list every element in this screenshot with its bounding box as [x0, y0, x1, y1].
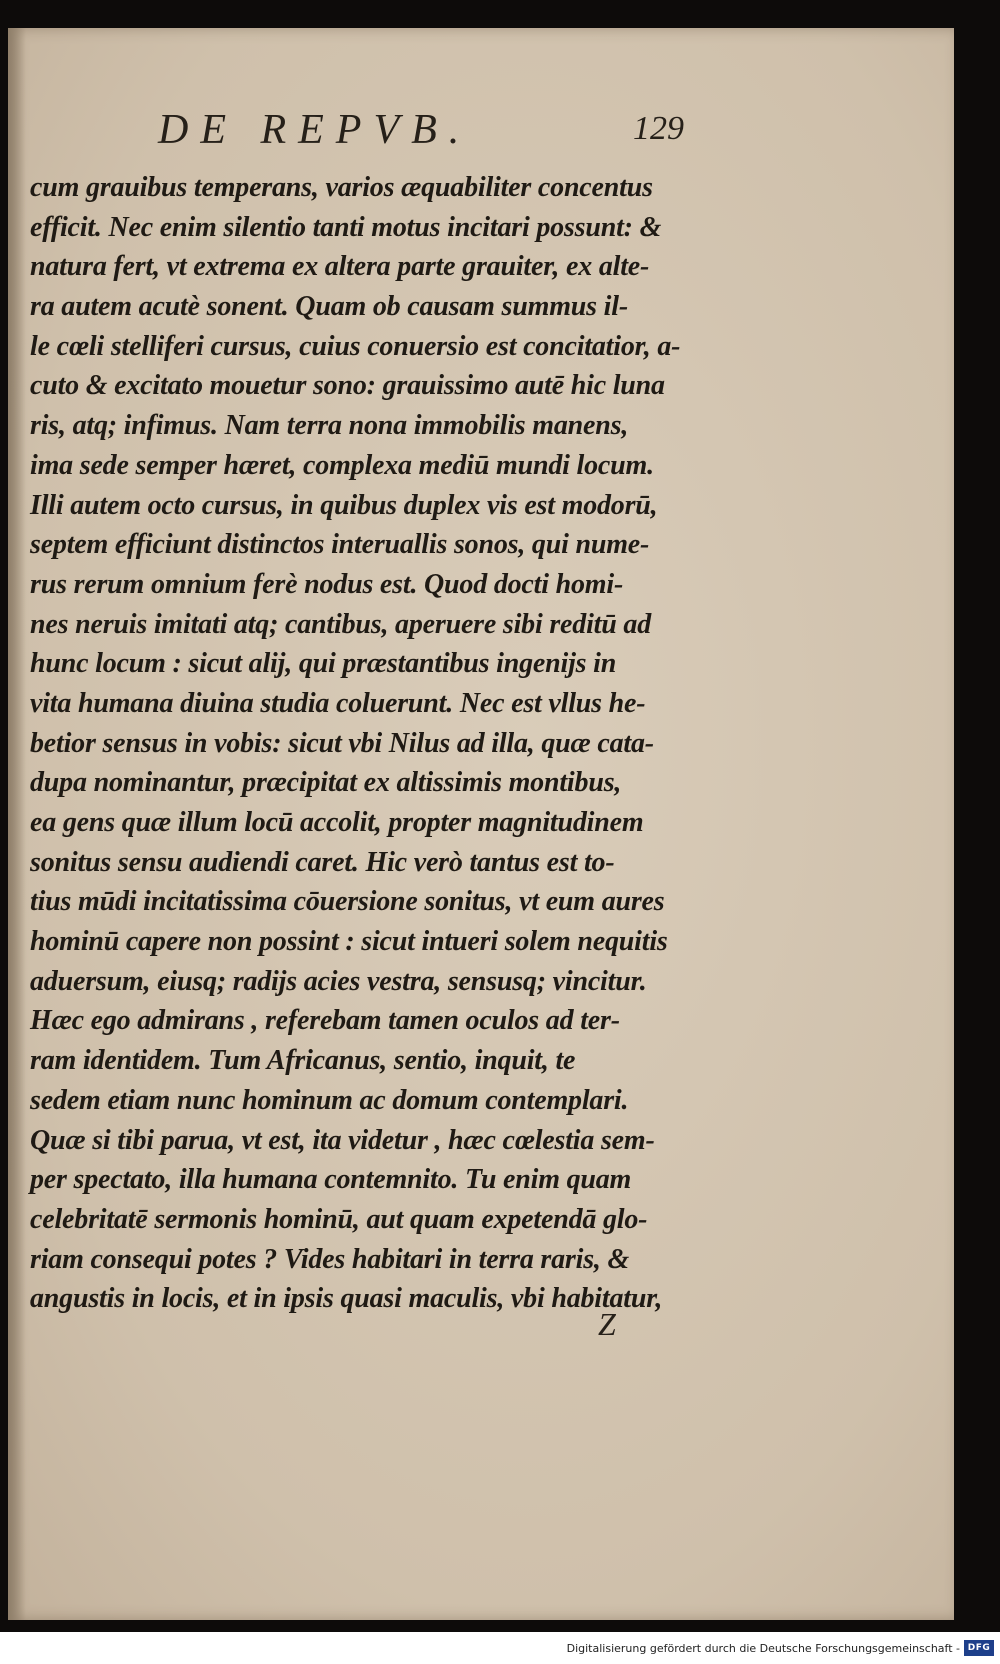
- text-line: cum grauibus temperans, varios æquabiliter concentus: [30, 172, 653, 203]
- text-line: ima sede semper hæret, complexa mediū mundi locum.: [30, 449, 654, 481]
- page-gutter-shadow: [8, 28, 26, 1620]
- text-line: angustis in locis, et in ipsis quasi maculis, vbi habitatur,: [30, 1283, 663, 1315]
- text-line: rus rerum omnium ferè nodus est. Quod docti homi-: [30, 568, 624, 600]
- text-line: ris, atq; infimus. Nam terra nona immobilis manens,: [30, 410, 629, 442]
- text-line: hominū capere non possint : sicut intueri solem nequitis: [30, 926, 668, 958]
- page-number: 129: [633, 110, 684, 147]
- text-line: sedem etiam nunc hominum ac domum contemplari.: [30, 1084, 629, 1116]
- digitization-footer: [0, 1632, 1000, 1664]
- dfg-logo: DFG: [964, 1640, 994, 1656]
- text-line: nes neruis imitati atq; cantibus, aperuere sibi reditū ad: [30, 608, 652, 640]
- body-text: [30, 168, 720, 1319]
- text-line: ra autem acutè sonent. Quam ob causam summus il-: [30, 291, 628, 323]
- page-header: [158, 106, 718, 166]
- book-page: [8, 28, 954, 1620]
- text-line: le cœli stelliferi cursus, cuius conuersio est concitatior, a-: [30, 330, 681, 362]
- text-line: hunc locum : sicut alij, qui præstantibus ingenijs in: [30, 648, 617, 680]
- text-line: natura fert, vt extrema ex altera parte grauiter, ex alte-: [30, 251, 650, 283]
- text-line: efficit. Nec enim silentio tanti motus incitari possunt: &: [30, 211, 662, 243]
- text-line: ram identidem. Tum Africanus, sentio, inquit, te: [30, 1045, 576, 1077]
- running-head: DE REPVB.: [158, 107, 472, 153]
- text-line: sonitus sensu audiendi caret. Hic verò tantus est to-: [30, 846, 615, 878]
- text-line: Hæc ego admirans , referebam tamen oculos ad ter-: [30, 1005, 620, 1037]
- text-line: tius mūdi incitatissima cōuersione sonitus, vt eum aures: [30, 886, 665, 918]
- text-line: aduersum, eiusq; radijs acies vestra, sensusq; vincitur.: [30, 965, 647, 997]
- text-line: betior sensus in vobis: sicut vbi Nilus ad illa, quæ cata-: [30, 727, 654, 759]
- funding-credit: Digitalisierung gefördert durch die Deutsche Forschungsgemeinschaft -: [566, 1642, 960, 1655]
- text-line: Quæ si tibi parua, vt est, ita videtur , hæc cœlestia sem-: [30, 1124, 655, 1156]
- text-line: ea gens quæ illum locū accolit, propter magnitudinem: [30, 807, 644, 838]
- text-line: celebritatē sermonis hominū, aut quam expetendā glo-: [30, 1203, 648, 1235]
- text-line: Illi autem octo cursus, in quibus duplex vis est modorū,: [30, 489, 658, 521]
- text-line: per spectato, illa humana contemnito. Tu enim quam: [30, 1164, 632, 1196]
- text-line: vita humana diuina studia coluerunt. Nec est vllus he-: [30, 687, 646, 719]
- text-line: cuto & excitato mouetur sono: grauissimo autē hic luna: [30, 370, 665, 402]
- text-line: dupa nominantur, præcipitat ex altissimis montibus,: [30, 767, 622, 799]
- signature-mark: Z: [598, 1306, 616, 1342]
- text-line: septem efficiunt distinctos interuallis sonos, qui nume-: [30, 529, 650, 561]
- text-line: riam consequi potes ? Vides habitari in terra raris, &: [30, 1243, 630, 1275]
